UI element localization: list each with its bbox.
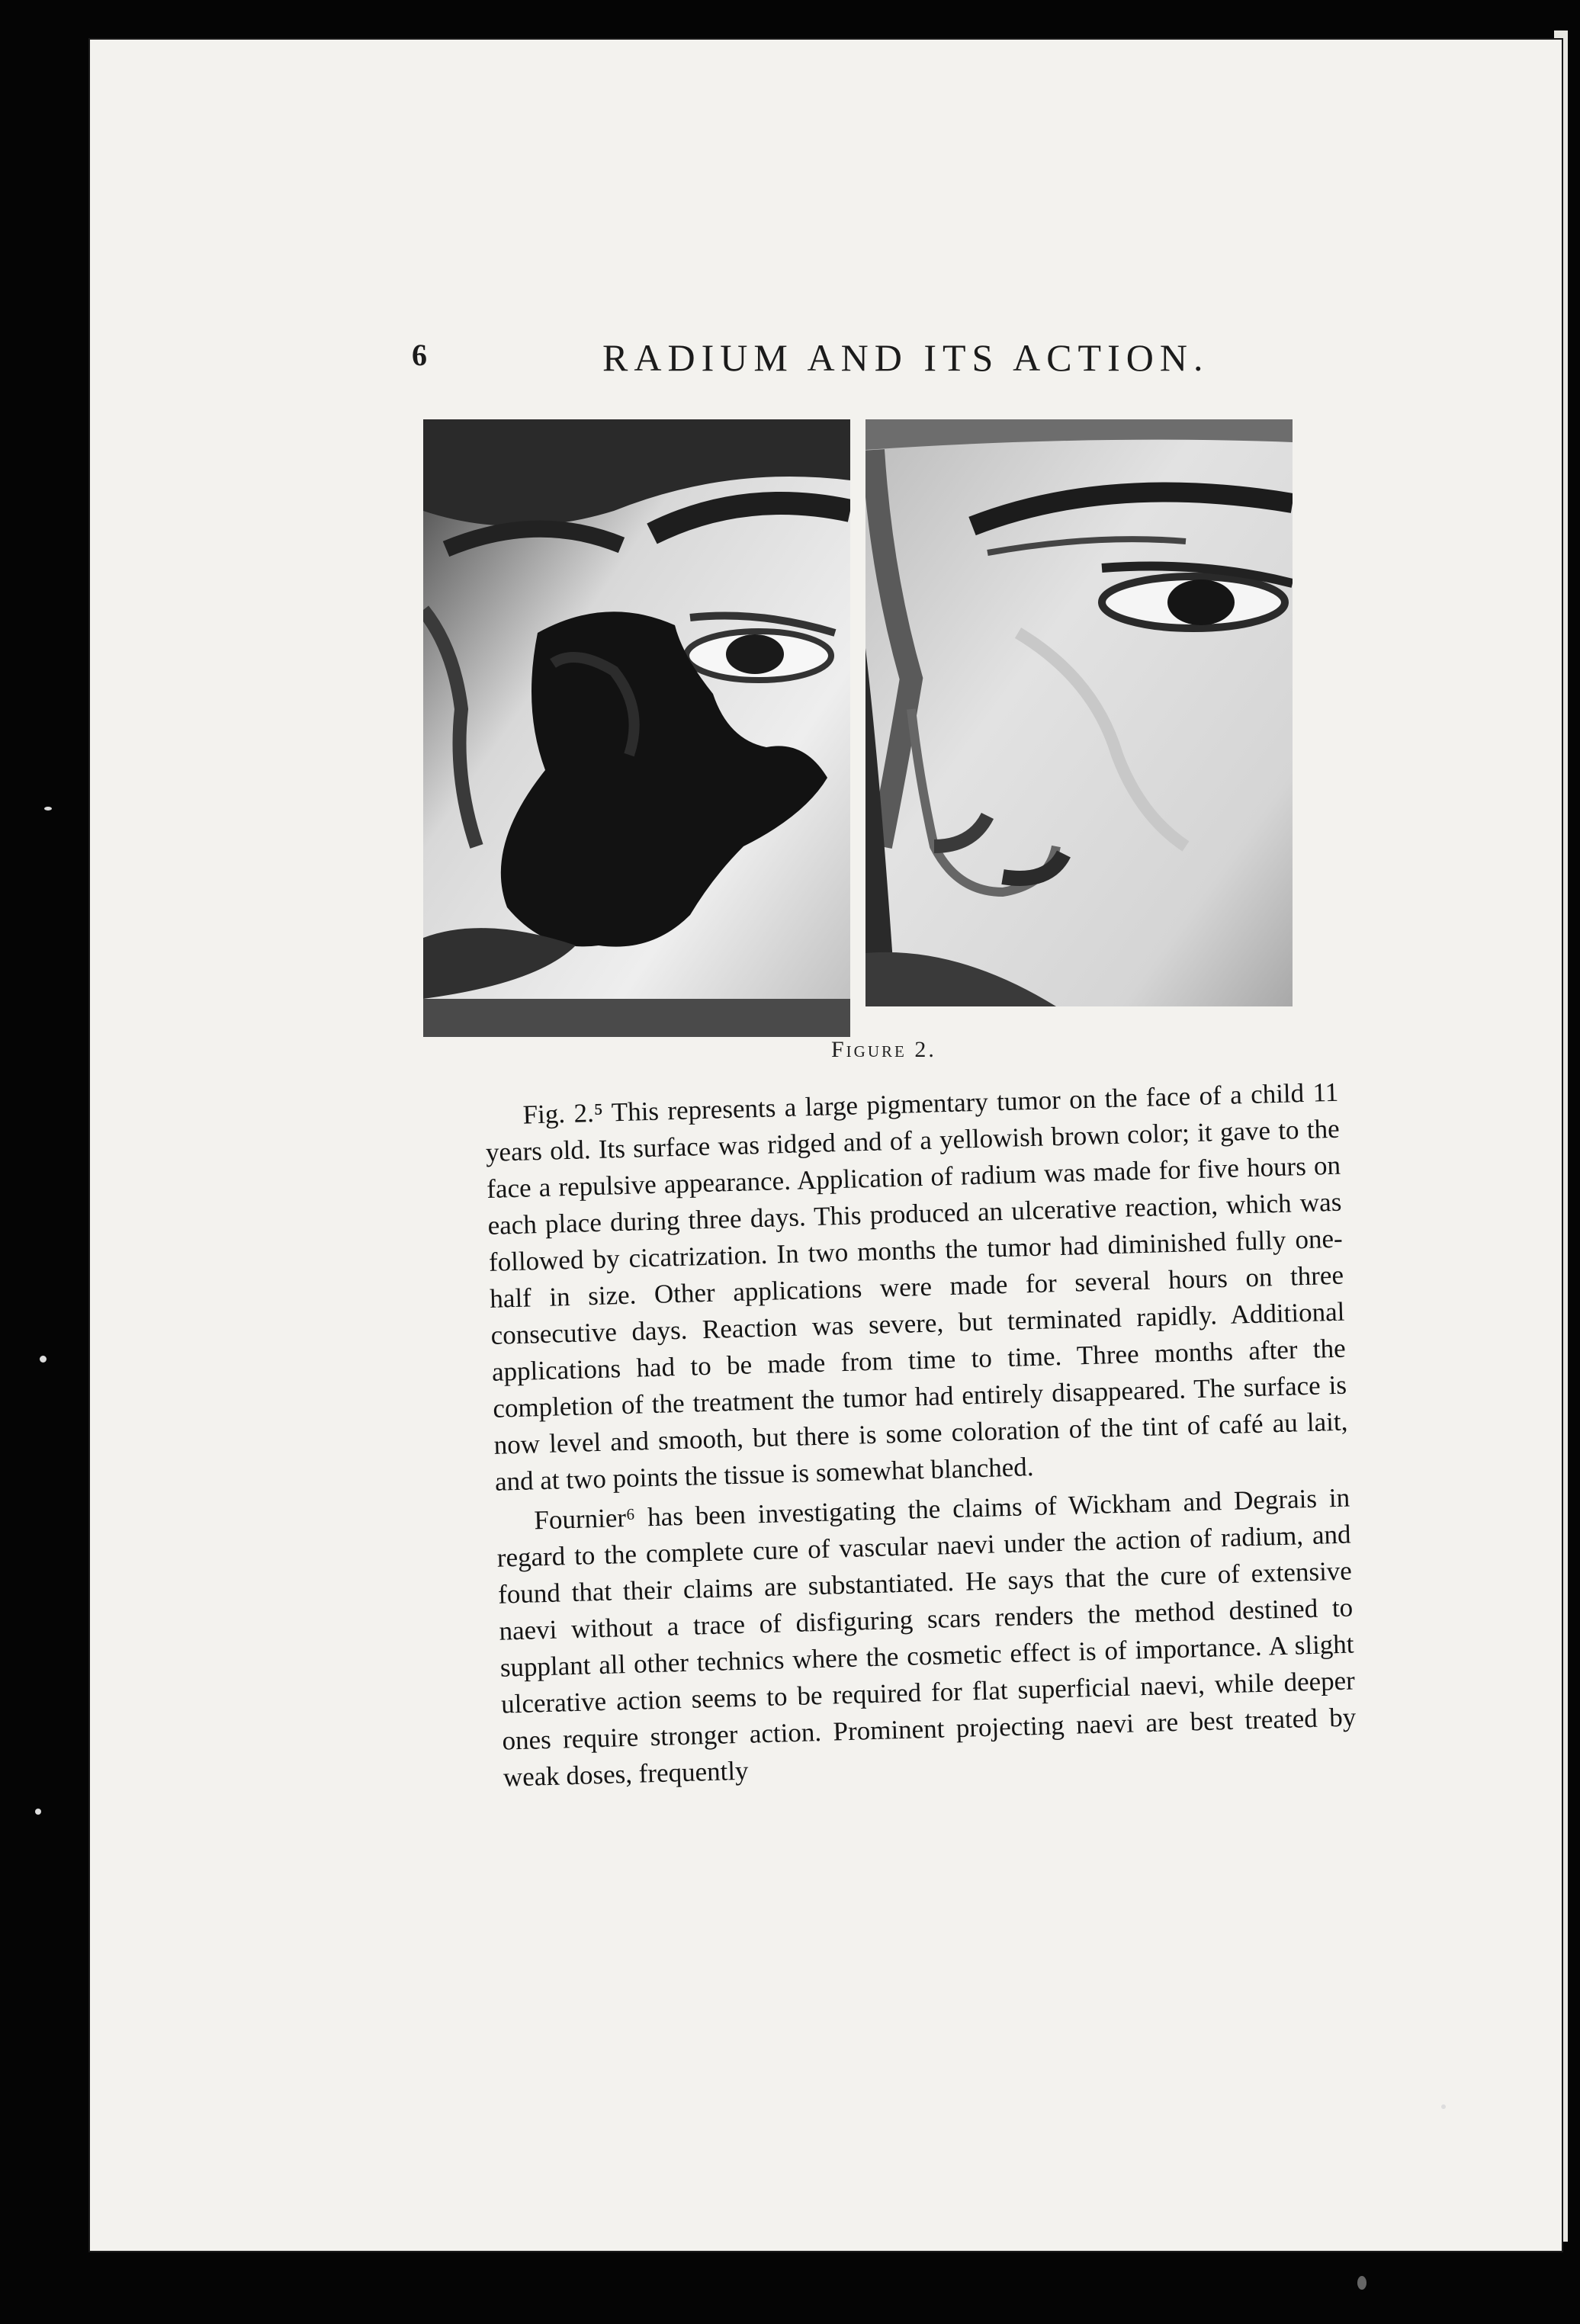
page-number: 6 bbox=[412, 338, 427, 372]
photo-after-treatment bbox=[865, 419, 1293, 1006]
face-with-tumor-image bbox=[423, 419, 850, 1037]
speck bbox=[1357, 2276, 1366, 2290]
figure-caption: Figure 2. bbox=[831, 1037, 936, 1062]
figure-description-paragraph: Fig. 2.⁵ This represents a large pigmentary tumor on the face of a child 11 years old. Its surface was ridged and of a yellowish brown color; it gave to the face a repulsive appearance. Application of radium was made for five hours on each place during three days. This produced an ulcerative reaction, which was followed by cicatrization. In two months the tumor had diminished fully one-half in size. Other applications were made for several hours on three consecutive days. Reaction was severe, but terminated rapidly. Additional applications had to be made from time to time. Three months after the completion of the treatment the tumor had entirely disappeared. The surface is now level and smooth, but there is some coloration of the tint of café au lait, and at two points the tissue is somewhat blanched. bbox=[485, 1077, 1348, 1497]
body-text bbox=[484, 1074, 1357, 1796]
face-after-treatment-image bbox=[865, 419, 1293, 1006]
running-title: RADIUM AND ITS ACTION. bbox=[602, 336, 1209, 379]
speck bbox=[35, 1809, 41, 1815]
page-header bbox=[297, 335, 1251, 389]
fournier-paragraph: Fournier⁶ has been investigating the claims of Wickham and Degrais in regard to the complete cure of vascular naevi under the action of radium, and found that their claims are substantiated. He says that the cure of extensive naevi without a trace of disfiguring scars renders the method destined to supplant all other technics where the cosmetic effect is of importance. A slight ulcerative action seems to be required for flat superficial naevi, while deeper ones require stronger action. Prominent projecting naevi are best treated by weak doses, frequently bbox=[496, 1482, 1357, 1793]
figure-2 bbox=[423, 419, 1315, 1037]
speck bbox=[44, 807, 52, 811]
speck bbox=[1441, 2104, 1446, 2109]
photo-before-treatment bbox=[423, 419, 850, 1037]
speck bbox=[40, 1356, 47, 1363]
